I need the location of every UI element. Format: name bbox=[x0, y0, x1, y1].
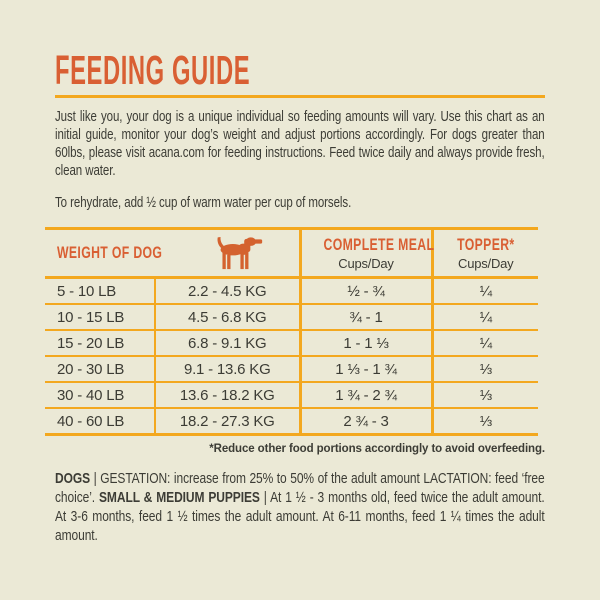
weight-kg-cell: 9.1 - 13.6 KG bbox=[155, 356, 300, 382]
table-row bbox=[45, 382, 538, 408]
complete-meal-cell: ¾ - 1 bbox=[300, 304, 432, 330]
complete-meal-cell: 1 ¾ - 2 ¾ bbox=[300, 382, 432, 408]
table-row bbox=[45, 330, 538, 356]
dog-silhouette-icon bbox=[213, 235, 265, 272]
topper-cell: ⅓ bbox=[432, 408, 538, 435]
complete-meal-header-cell bbox=[300, 229, 432, 278]
complete-meal-units: Cups/Day bbox=[338, 256, 394, 271]
complete-meal-cell: 1 - 1 ⅓ bbox=[300, 330, 432, 356]
feeding-table bbox=[45, 227, 538, 436]
intro-paragraph: Just like you, your dog is a unique individual so feeding amounts will vary. Use this chart as an initial guide, monitor your dog’s weight and adjust portions accordingly. For dogs greater than 60lbs, please visit acana.com for feeding instructions. Feed twice daily and always provide fresh, clean water. bbox=[55, 109, 545, 179]
complete-meal-cell: 1 ⅓ - 1 ¾ bbox=[300, 356, 432, 382]
topper-cell: ¼ bbox=[432, 330, 538, 356]
page-title bbox=[55, 47, 545, 93]
topper-cell: ⅓ bbox=[432, 382, 538, 408]
weight-lb-cell: 20 - 30 LB bbox=[45, 356, 155, 382]
table-row bbox=[45, 356, 538, 382]
complete-meal-cell: ½ - ¾ bbox=[300, 278, 432, 305]
topper-cell: ⅓ bbox=[432, 356, 538, 382]
weight-kg-cell: 4.5 - 6.8 KG bbox=[155, 304, 300, 330]
table-row bbox=[45, 304, 538, 330]
topper-cell: ¼ bbox=[432, 304, 538, 330]
page-title-text: FEEDING GUIDE bbox=[55, 47, 251, 93]
title-underline bbox=[55, 95, 545, 98]
complete-meal-label: COMPLETE MEAL bbox=[323, 235, 434, 254]
notes-gestation-text: | GESTATION: increase from 25% to 50% of the adult amount LACTATION: feed ‘free choice’. bbox=[55, 470, 545, 506]
weight-lb-cell: 30 - 40 LB bbox=[45, 382, 155, 408]
table-footnote: *Reduce other food portions accordingly to avoid overfeeding. bbox=[209, 443, 545, 455]
weight-lb-cell: 15 - 20 LB bbox=[45, 330, 155, 356]
table-row bbox=[45, 408, 538, 435]
notes-puppies-text: | At 1 ½ - 3 months old, feed twice the adult amount. At 3-6 months, feed 1 ½ times the adult amount. At 6-11 months, feed 1 ¼ times the adult amount. bbox=[55, 489, 545, 544]
notes-dogs-label: DOGS bbox=[55, 470, 91, 487]
weight-kg-cell: 6.8 - 9.1 KG bbox=[155, 330, 300, 356]
weight-kg-cell: 18.2 - 27.3 KG bbox=[155, 408, 300, 435]
weight-kg-cell: 2.2 - 4.5 KG bbox=[155, 278, 300, 305]
weight-kg-cell: 13.6 - 18.2 KG bbox=[155, 382, 300, 408]
topper-header-cell bbox=[432, 229, 538, 278]
table-row bbox=[45, 278, 538, 305]
feeding-notes bbox=[55, 469, 545, 545]
weight-of-dog-header-cell bbox=[45, 229, 300, 278]
topper-cell: ¼ bbox=[432, 278, 538, 305]
complete-meal-cell: 2 ¾ - 3 bbox=[300, 408, 432, 435]
topper-label: TOPPER* bbox=[457, 235, 515, 254]
table-header-row bbox=[45, 229, 538, 278]
topper-units: Cups/Day bbox=[458, 256, 514, 271]
weight-lb-cell: 10 - 15 LB bbox=[45, 304, 155, 330]
weight-of-dog-label: WEIGHT OF DOG bbox=[57, 243, 163, 262]
rehydrate-note: To rehydrate, add ½ cup of warm water per cup of morsels. bbox=[55, 195, 352, 211]
weight-lb-cell: 5 - 10 LB bbox=[45, 278, 155, 305]
weight-lb-cell: 40 - 60 LB bbox=[45, 408, 155, 435]
notes-puppies-label: SMALL & MEDIUM PUPPIES bbox=[99, 489, 260, 506]
